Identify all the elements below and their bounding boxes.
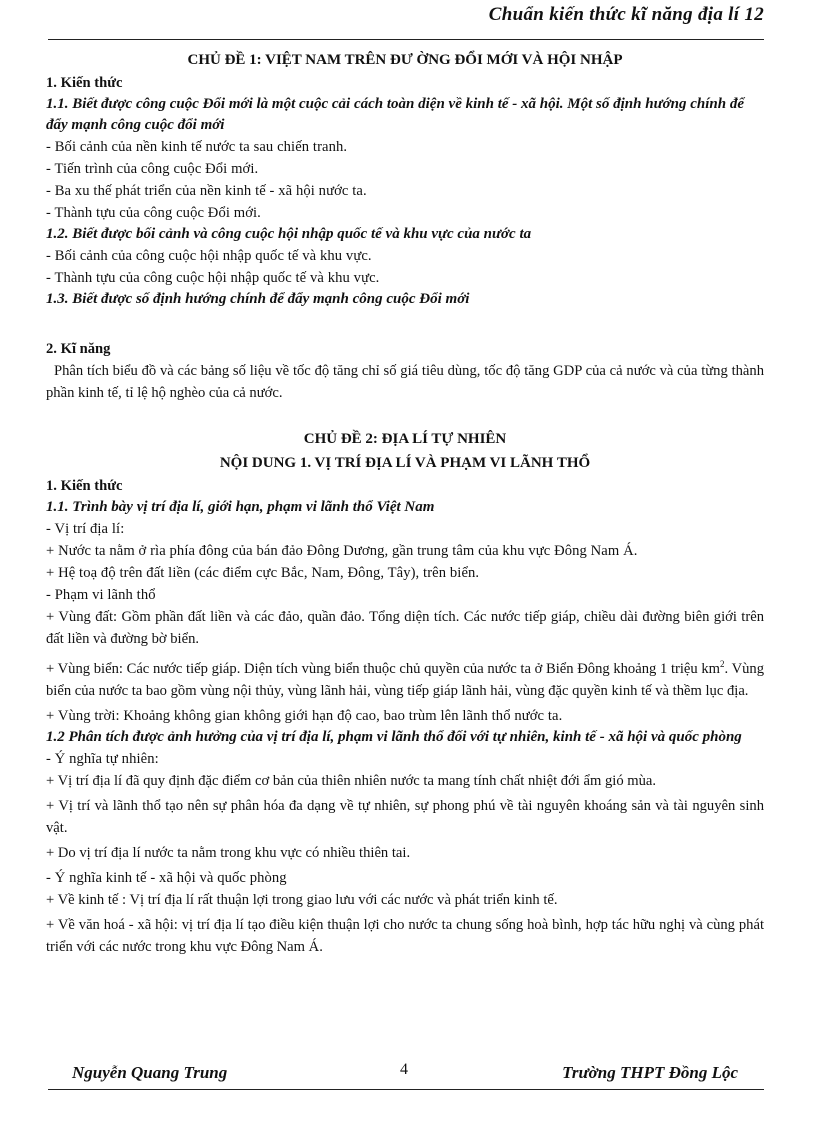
topic2-section-1-1: 1.1. Trình bày vị trí địa lí, giới hạn, phạm vi lãnh thổ Việt Nam xyxy=(46,499,435,515)
air-text: + Vùng trời: Khoảng không gian không giới hạn độ cao, bao trùm lên lãnh thổ nước ta. xyxy=(46,707,563,724)
territory-label: - Phạm vi lãnh thổ xyxy=(46,587,156,603)
list-item: + Vị trí và lãnh thổ tạo nên sự phân hóa đa dạng về tự nhiên, sự phong phú về tài nguyên khoáng sản và tài nguyên sinh vật. xyxy=(46,797,764,836)
topic2-section-1-2: 1.2 Phân tích được ảnh hưởng của vị trí địa lí, phạm vi lãnh thổ đối với tự nhiên, kinh tế - xã hội và quốc phòng xyxy=(46,728,742,745)
list-item: - Ba xu thế phát triển của nền kinh tế - xã hội nước ta. xyxy=(46,183,367,199)
list-item: - Thành tựu của công cuộc hội nhập quốc tế và khu vực. xyxy=(46,270,380,286)
header-divider xyxy=(48,39,764,40)
list-item: - Bối cảnh của công cuộc hội nhập quốc tế và khu vực. xyxy=(46,248,372,264)
sea-text: + Vùng biển: Các nước tiếp giáp. Diện tích vùng biển thuộc chủ quyền của nước ta ở Biển Đông khoảng 1 triệu $km^2$. Vùng biển của nước ta bao gồm vùng nội thủy, vùng lãnh hải, vùng tiếp giáp lãnh hải, vùng đặc quyền kinh tế và thềm lục địa. xyxy=(46,659,764,699)
location-label: - Vị trí địa lí: xyxy=(46,521,125,537)
topic1-skills-heading: 2. Kĩ năng xyxy=(46,341,111,357)
list-item: + Do vị trí địa lí nước ta nằm trong khu vực có nhiều thiên tai. xyxy=(46,844,411,861)
list-item: + Nước ta nằm ở rìa phía đông của bán đảo Đông Dương, gần trung tâm của khu vực Đông Nam Á. xyxy=(46,543,638,559)
natural-label: - Ý nghĩa tự nhiên: xyxy=(46,750,159,767)
socio-label: - Ý nghĩa kinh tế - xã hội và quốc phòng xyxy=(46,869,287,886)
list-item: + Hệ toạ độ trên đất liền (các điểm cực Bắc, Nam, Đông, Tây), trên biển. xyxy=(46,565,480,581)
list-item: - Tiến trình của công cuộc Đổi mới. xyxy=(46,161,259,177)
list-item: - Thành tựu của công cuộc Đổi mới. xyxy=(46,205,261,221)
topic1-section-1-2: 1.2. Biết được bối cảnh và công cuộc hội nhập quốc tế và khu vực của nước ta xyxy=(46,226,532,242)
topic1-knowledge-heading: 1. Kiến thức xyxy=(46,75,123,91)
topic1-section-1-1: 1.1. Biết được công cuộc Đổi mới là một cuộc cải cách toàn diện về kinh tế - xã hội. Một số định hướng chính để đẩy mạnh công cuộc đổi mới xyxy=(46,96,744,133)
footer-school: Trường THPT Đồng Lộc xyxy=(562,1063,738,1082)
header-title: Chuẩn kiến thức kĩ năng địa lí 12 xyxy=(488,4,764,25)
topic2-knowledge-heading: 1. Kiến thức xyxy=(46,478,123,494)
list-item: + Về kinh tế : Vị trí địa lí rất thuận lợi trong giao lưu với các nước và phát triển kinh tế. xyxy=(46,891,558,908)
document-body xyxy=(46,44,764,961)
topic2-title: CHỦ ĐỀ 2: ĐỊA LÍ TỰ NHIÊN xyxy=(303,431,507,447)
topic2-subtitle: NỘI DUNG 1. VỊ TRÍ ĐỊA LÍ VÀ PHẠM VI LÃNH THỔ xyxy=(219,455,591,471)
page-number: 4 xyxy=(400,1061,408,1078)
list-item: + Về văn hoá - xã hội: vị trí địa lí tạo điều kiện thuận lợi cho nước ta chung sống hoà bình, hợp tác hữu nghị và cùng phát triển với các nước trong khu vực Đông Nam Á. xyxy=(46,916,764,955)
list-item: + Vị trí địa lí đã quy định đặc điểm cơ bản của thiên nhiên nước ta mang tính chất nhiệt đới ẩm gió mùa. xyxy=(46,772,657,789)
list-item: - Bối cảnh của nền kinh tế nước ta sau chiến tranh. xyxy=(46,139,348,155)
topic1-section-1-3: 1.3. Biết được số định hướng chính để đẩy mạnh công cuộc Đổi mới xyxy=(46,291,470,307)
land-text: + Vùng đất: Gồm phần đất liền và các đảo, quần đảo. Tổng diện tích. Các nước tiếp giáp, chiều dài đường biên giới trên đất liền và đường bờ biển. xyxy=(46,609,764,647)
topic1-skills-text: Phân tích biểu đồ và các bảng số liệu về tốc độ tăng chỉ số giá tiêu dùng, tốc độ tăng GDP của cả nước và của từng thành phần kinh tế, tỉ lệ hộ nghèo của cả nước. xyxy=(46,363,764,401)
topic1-title: CHỦ ĐỀ 1: VIỆT NAM TRÊN ĐƯ ỜNG ĐỔI MỚI VÀ HỘI NHẬP xyxy=(187,52,623,68)
footer-divider xyxy=(48,1089,764,1090)
footer-author: Nguyễn Quang Trung xyxy=(72,1063,228,1082)
